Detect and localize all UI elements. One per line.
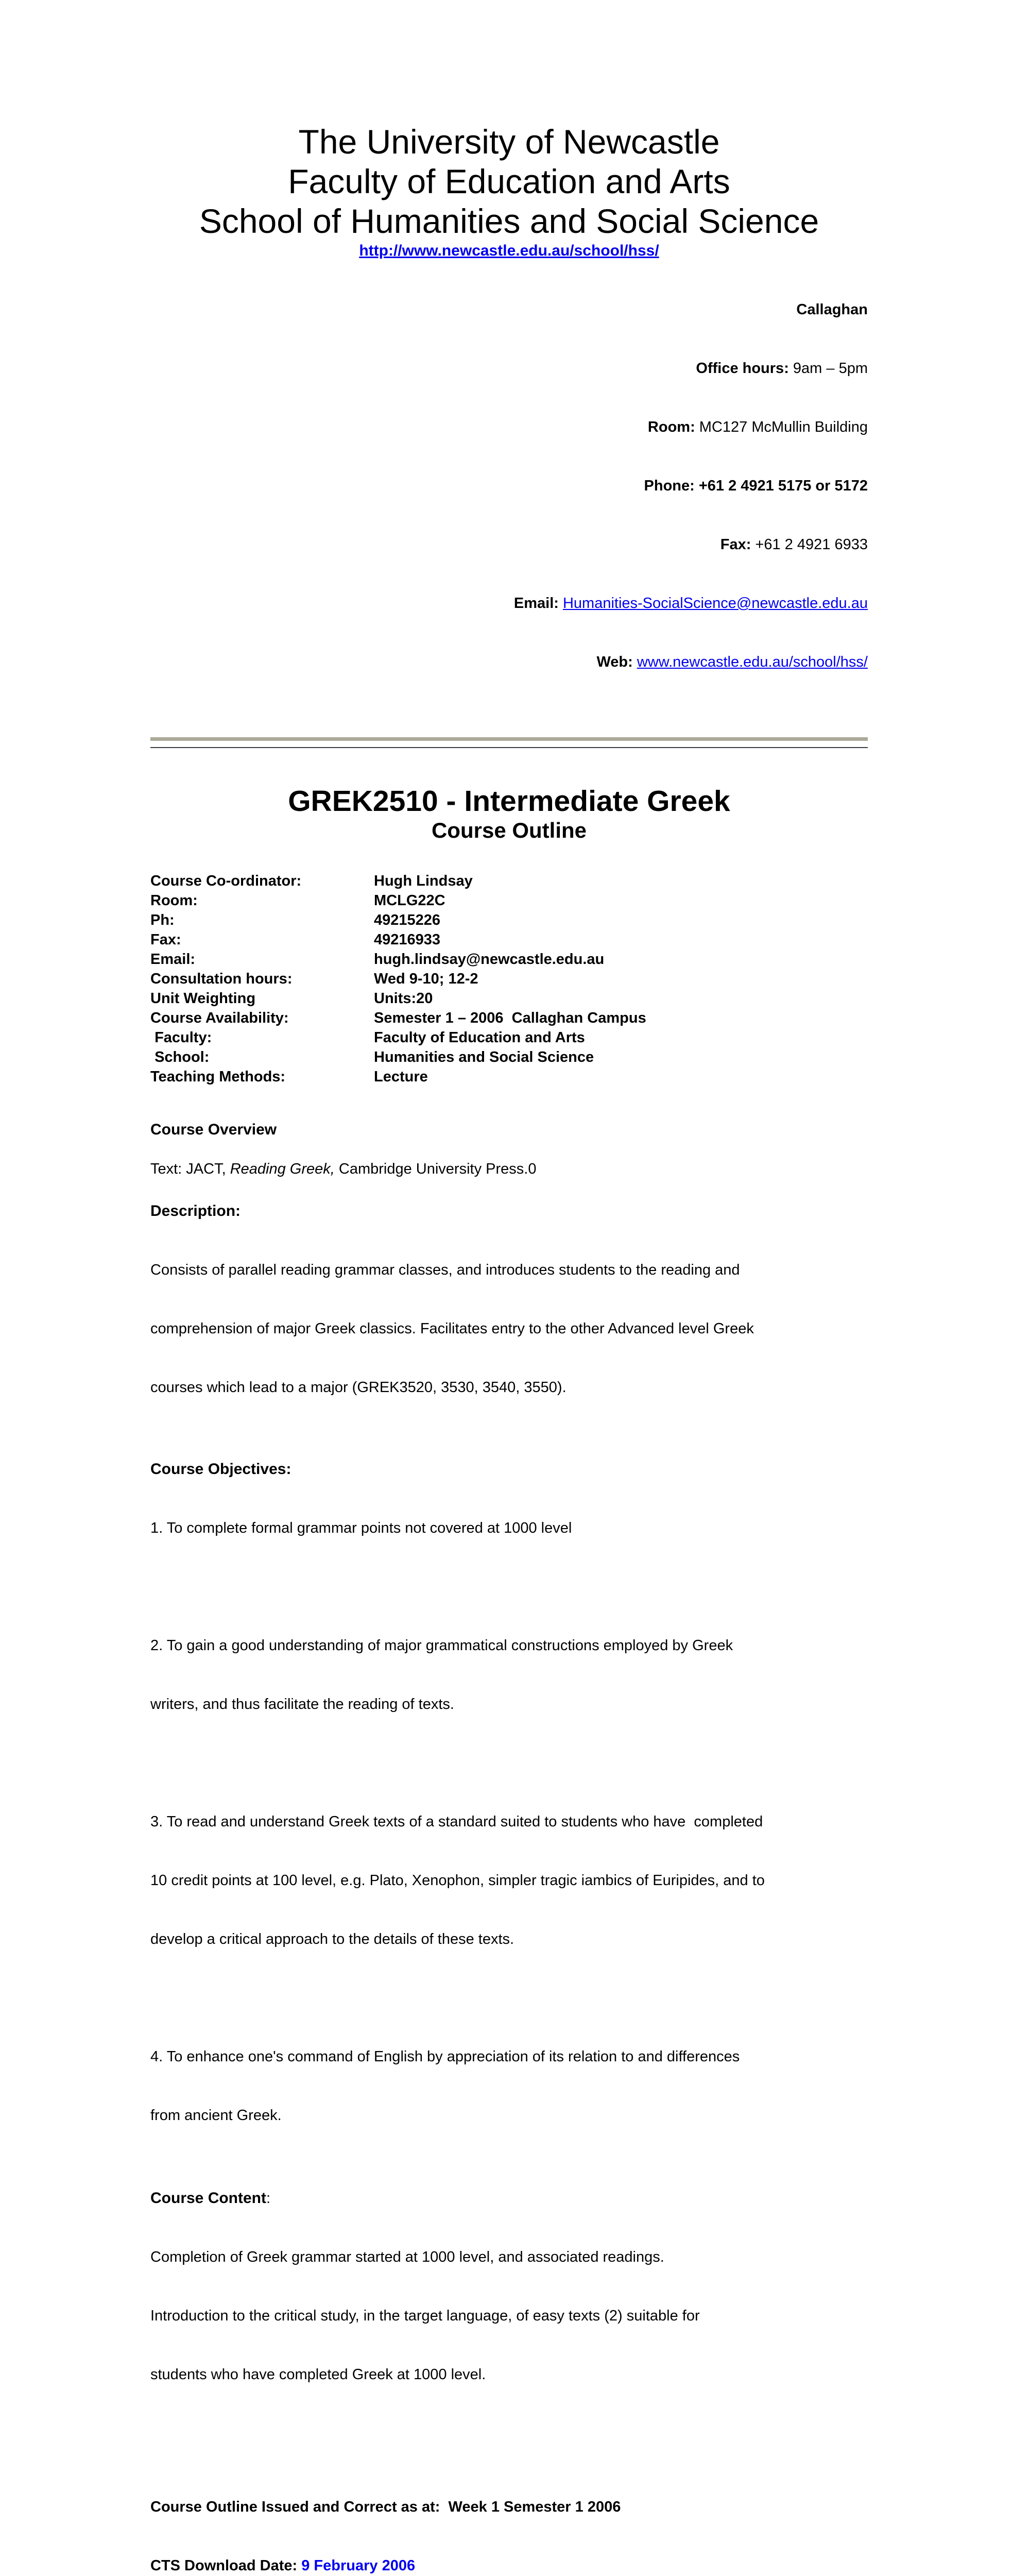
description-line: comprehension of major Greek classics. Facilitates entry to the other Advanced level Greek — [150, 1320, 754, 1337]
room-label: Room: — [647, 419, 695, 435]
school-url-line — [150, 241, 868, 261]
document-footer — [150, 2458, 868, 2576]
issued-line: Course Outline Issued and Correct as at: Week 1 Semester 1 2006 — [150, 2499, 621, 2515]
objective-line: writers, and thus facilitate the reading of texts. — [150, 1696, 454, 1713]
detail-label: School: — [150, 1049, 210, 1065]
objective-1 — [150, 1479, 868, 1577]
detail-value: Units:20 — [374, 990, 433, 1007]
detail-label: Fax: — [150, 931, 181, 948]
contact-block — [150, 261, 868, 711]
detail-value: Humanities and Social Science — [374, 1049, 594, 1065]
school-url-link[interactable]: http://www.newcastle.edu.au/school/hss/ — [359, 242, 659, 259]
objective-line: 3. To read and understand Greek texts of a standard suited to students who have completed — [150, 1814, 763, 1830]
detail-label: Ph: — [150, 912, 175, 928]
objective-3 — [150, 1773, 868, 1988]
content-line: Completion of Greek grammar started at 1000 level, and associated readings. — [150, 2249, 664, 2265]
detail-row-school — [150, 1047, 868, 1067]
detail-row-email — [150, 950, 868, 969]
detail-value: Hugh Lindsay — [374, 873, 473, 889]
phone-value: Phone: +61 2 4921 5175 or 5172 — [644, 478, 868, 494]
detail-label: Faculty: — [150, 1029, 212, 1046]
divider-thin-line — [150, 747, 868, 748]
detail-value: Lecture — [374, 1069, 428, 1085]
detail-row-consultation — [150, 969, 868, 989]
objective-line: from ancient Greek. — [150, 2107, 282, 2124]
detail-label: Teaching Methods: — [150, 1069, 286, 1085]
email-line — [150, 594, 868, 613]
detail-row-coordinator — [150, 871, 868, 891]
phone-line — [150, 476, 868, 496]
description-heading: Description: — [150, 1202, 241, 1219]
office-hours-value: 9am – 5pm — [788, 360, 868, 377]
web-line — [150, 652, 868, 672]
detail-row-room — [150, 891, 868, 910]
office-hours-line — [150, 359, 868, 378]
detail-value: hugh.lindsay@newcastle.edu.au — [374, 951, 605, 968]
course-overview-heading: Course Overview — [150, 1121, 277, 1138]
detail-label: Unit Weighting — [150, 990, 256, 1007]
web-label: Web: — [596, 654, 637, 670]
detail-label: Email: — [150, 951, 196, 968]
objective-line: 10 credit points at 100 level, e.g. Plato, Xenophon, simpler tragic iambics of Euripides, and to — [150, 1872, 765, 1889]
course-content-heading — [150, 2189, 868, 2208]
detail-value: Faculty of Education and Arts — [374, 1029, 585, 1046]
campus-line — [150, 300, 868, 319]
email-label: Email: — [513, 595, 563, 612]
detail-value: 49216933 — [374, 931, 441, 948]
course-content-label: Course Content — [150, 2190, 266, 2207]
detail-value: MCLG22C — [374, 892, 445, 909]
objective-line: 4. To enhance one's command of English by appreciation of its relation to and differences — [150, 2048, 740, 2065]
course-code-title: GREK2510 - Intermediate Greek — [288, 785, 730, 818]
detail-row-unit-weighting — [150, 989, 868, 1008]
contact-web-link[interactable]: www.newcastle.edu.au/school/hss/ — [637, 654, 868, 670]
description-line: courses which lead to a major (GREK3520, 3530, 3540, 3550). — [150, 1379, 566, 1396]
text-book-title: Reading Greek, — [230, 1161, 335, 1177]
detail-value: Semester 1 – 2006 Callaghan Campus — [374, 1010, 646, 1026]
cts-date: 9 February 2006 — [301, 2557, 416, 2574]
detail-label: Course Co-ordinator: — [150, 873, 302, 889]
cts-label: CTS Download Date: — [150, 2557, 302, 2574]
university-name: The University of Newcastle — [298, 123, 720, 161]
description-paragraph — [150, 1221, 868, 1436]
text-suffix: Cambridge University Press.0 — [334, 1161, 537, 1177]
detail-label: Consultation hours: — [150, 971, 293, 987]
detail-row-teaching-methods — [150, 1067, 868, 1087]
university-header — [150, 122, 868, 241]
faculty-name: Faculty of Education and Arts — [288, 162, 730, 200]
fax-value: +61 2 4921 6933 — [751, 536, 868, 553]
content-line: Introduction to the critical study, in the target language, of easy texts (2) suitable for — [150, 2308, 700, 2324]
text-prefix: Text: JACT, — [150, 1161, 230, 1177]
divider-thick-line — [150, 737, 868, 741]
description-line: Consists of parallel reading grammar classes, and introduces students to the reading and — [150, 1262, 740, 1278]
fax-line — [150, 535, 868, 554]
campus-name: Callaghan — [796, 301, 868, 318]
course-subtitle: Course Outline — [431, 818, 587, 842]
fax-label: Fax: — [720, 536, 751, 553]
detail-row-fax — [150, 930, 868, 950]
objective-2 — [150, 1597, 868, 1753]
office-hours-label: Office hours: — [696, 360, 789, 377]
objective-line: 2. To gain a good understanding of major grammatical constructions employed by Greek — [150, 1637, 733, 1654]
detail-row-phone — [150, 910, 868, 930]
course-content-colon: : — [266, 2190, 271, 2207]
content-line: students who have completed Greek at 1000 level. — [150, 2366, 486, 2383]
contact-email-link[interactable]: Humanities-SocialScience@newcastle.edu.au — [562, 595, 868, 612]
text-book-line — [150, 1159, 868, 1179]
detail-label: Course Availability: — [150, 1010, 289, 1026]
objective-line: develop a critical approach to the details of these texts. — [150, 1931, 514, 1947]
detail-value: Wed 9-10; 12-2 — [374, 971, 478, 987]
detail-value: 49215226 — [374, 912, 441, 928]
detail-row-faculty — [150, 1028, 868, 1047]
course-details-table — [150, 871, 868, 1087]
detail-label: Room: — [150, 892, 198, 909]
objective-line: 1. To complete formal grammar points not covered at 1000 level — [150, 1520, 572, 1536]
detail-row-availability — [150, 1008, 868, 1028]
room-value: MC127 McMullin Building — [695, 419, 868, 435]
cts-line — [150, 2556, 868, 2575]
room-line — [150, 417, 868, 437]
school-name: School of Humanities and Social Science — [199, 202, 819, 240]
course-objectives-heading: Course Objectives: — [150, 1461, 291, 1478]
objective-4 — [150, 2008, 868, 2164]
course-content-paragraph — [150, 2208, 868, 2424]
